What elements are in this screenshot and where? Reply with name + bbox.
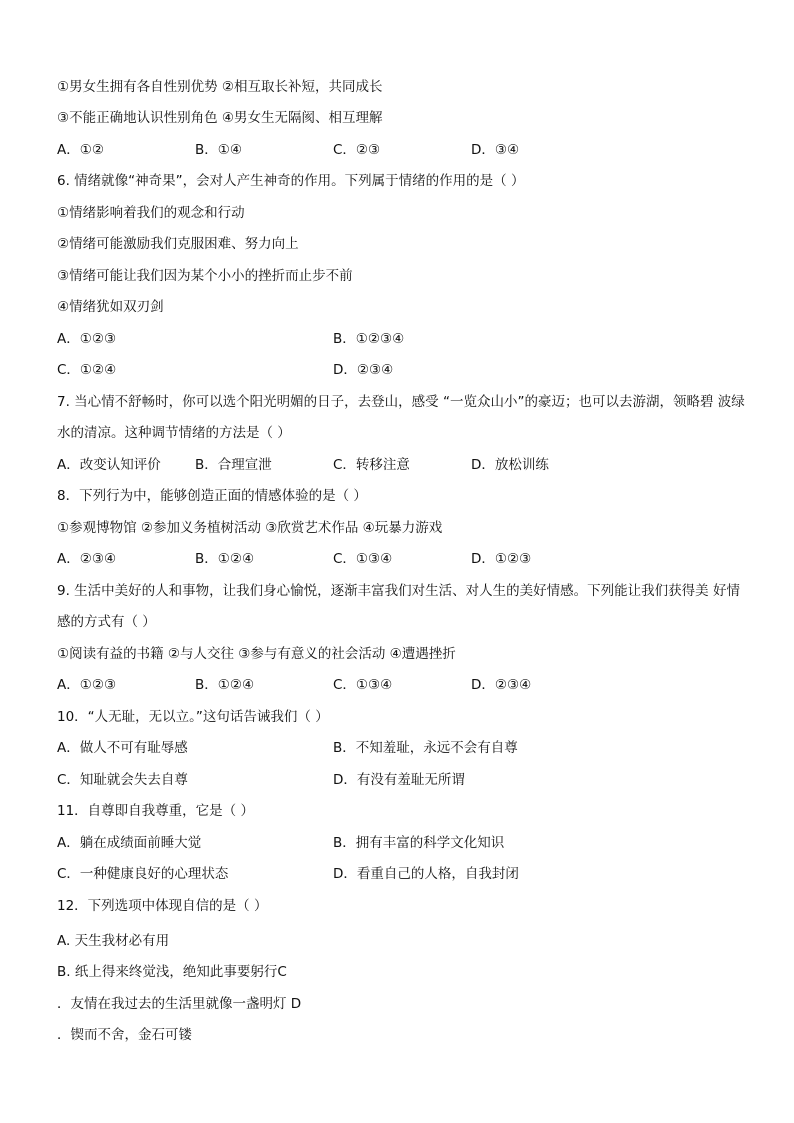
q10-option-a[interactable]: A．做人不可有耻辱感 [57, 740, 188, 756]
q8-option-c[interactable]: C．①③④ [333, 551, 393, 567]
q9-option-b[interactable]: B．①②④ [195, 677, 255, 693]
q10-option-c[interactable]: C．知耻就会失去自尊 [57, 772, 188, 788]
q6-option-a[interactable]: A．①②③ [57, 331, 117, 347]
q5-option-b[interactable]: B．①④ [195, 142, 242, 158]
q7-option-c[interactable]: C．转移注意 [333, 457, 410, 473]
q8-option-b[interactable]: B．①②④ [195, 551, 255, 567]
q6-question: 6. 情绪就像“神奇果”，会对人产生神奇的作用。下列属于情绪的作用的是（ ） [57, 173, 525, 189]
q5-statement-1: ①男女生拥有各自性别优势 ②相互取长补短，共同成长 [57, 79, 383, 95]
q9-option-c[interactable]: C．①③④ [333, 677, 393, 693]
q12-question: 12．下列选项中体现自信的是（ ） [57, 898, 268, 914]
q9-question-line-1: 9. 生活中美好的人和事物，让我们身心愉悦，逐渐丰富我们对生活、对人生的美好情感。下列能让我们获得美 好情 [57, 583, 740, 599]
q8-question: 8．下列行为中，能够创造正面的情感体验的是（ ） [57, 488, 367, 504]
q11-option-a[interactable]: A．躺在成绩面前睡大觉 [57, 835, 202, 851]
q9-option-d[interactable]: D．②③④ [471, 677, 532, 693]
q9-items: ①阅读有益的书籍 ②与人交往 ③参与有意义的社会活动 ④遭遇挫折 [57, 646, 456, 662]
q6-option-d[interactable]: D．②③④ [333, 362, 394, 378]
q5-option-c[interactable]: C．②③ [333, 142, 381, 158]
q7-option-a[interactable]: A．改变认知评价 [57, 457, 161, 473]
q9-option-a[interactable]: A．①②③ [57, 677, 117, 693]
q12-option-b[interactable]: B. 纸上得来终觉浅，绝知此事要躬行C [57, 964, 287, 980]
q11-question: 11．自尊即自我尊重，它是（ ） [57, 803, 254, 819]
q6-option-c[interactable]: C．①②④ [57, 362, 117, 378]
q8-option-d[interactable]: D．①②③ [471, 551, 532, 567]
q11-option-b[interactable]: B．拥有丰富的科学文化知识 [333, 835, 505, 851]
q12-option-a[interactable]: A. 天生我材必有用 [57, 933, 170, 949]
q11-option-c[interactable]: C．一种健康良好的心理状态 [57, 866, 229, 882]
q10-question: 10．“人无耻，无以立。”这句话告诫我们（ ） [57, 709, 329, 725]
q5-statement-2: ③不能正确地认识性别角色 ④男女生无隔阂、相互理解 [57, 110, 383, 126]
q6-item-1: ①情绪影响着我们的观念和行动 [57, 205, 245, 221]
q10-option-d[interactable]: D．有没有羞耻无所谓 [333, 772, 465, 788]
q8-items: ①参观博物馆 ②参加义务植树活动 ③欣赏艺术作品 ④玩暴力游戏 [57, 520, 443, 536]
q5-option-d[interactable]: D．③④ [471, 142, 520, 158]
q5-option-a[interactable]: A．①② [57, 142, 104, 158]
q6-item-2: ②情绪可能激励我们克服困难、努力向上 [57, 236, 299, 252]
q10-option-b[interactable]: B．不知羞耻，永远不会有自尊 [333, 740, 518, 756]
q7-option-d[interactable]: D．放松训练 [471, 457, 549, 473]
q7-question-line-1: 7. 当心情不舒畅时，你可以选个阳光明媚的日子，去登山，感受 “一览众山小”的豪迈；也可以去游湖，领略碧 波绿 [57, 394, 745, 410]
q12-option-d[interactable]: ．锲而不舍，金石可镂 [57, 1027, 192, 1043]
q12-option-c[interactable]: ．友情在我过去的生活里就像一盏明灯 D [57, 996, 302, 1012]
q6-option-b[interactable]: B．①②③④ [333, 331, 405, 347]
q11-option-d[interactable]: D．看重自己的人格，自我封闭 [333, 866, 519, 882]
q8-option-a[interactable]: A．②③④ [57, 551, 117, 567]
q7-question-line-2: 水的清凉。这种调节情绪的方法是（ ） [57, 425, 291, 441]
q9-question-line-2: 感的方式有（ ） [57, 614, 156, 630]
q6-item-4: ④情绪犹如双刃剑 [57, 299, 164, 315]
q6-item-3: ③情绪可能让我们因为某个小小的挫折而止步不前 [57, 268, 353, 284]
q7-option-b[interactable]: B．合理宣泄 [195, 457, 272, 473]
